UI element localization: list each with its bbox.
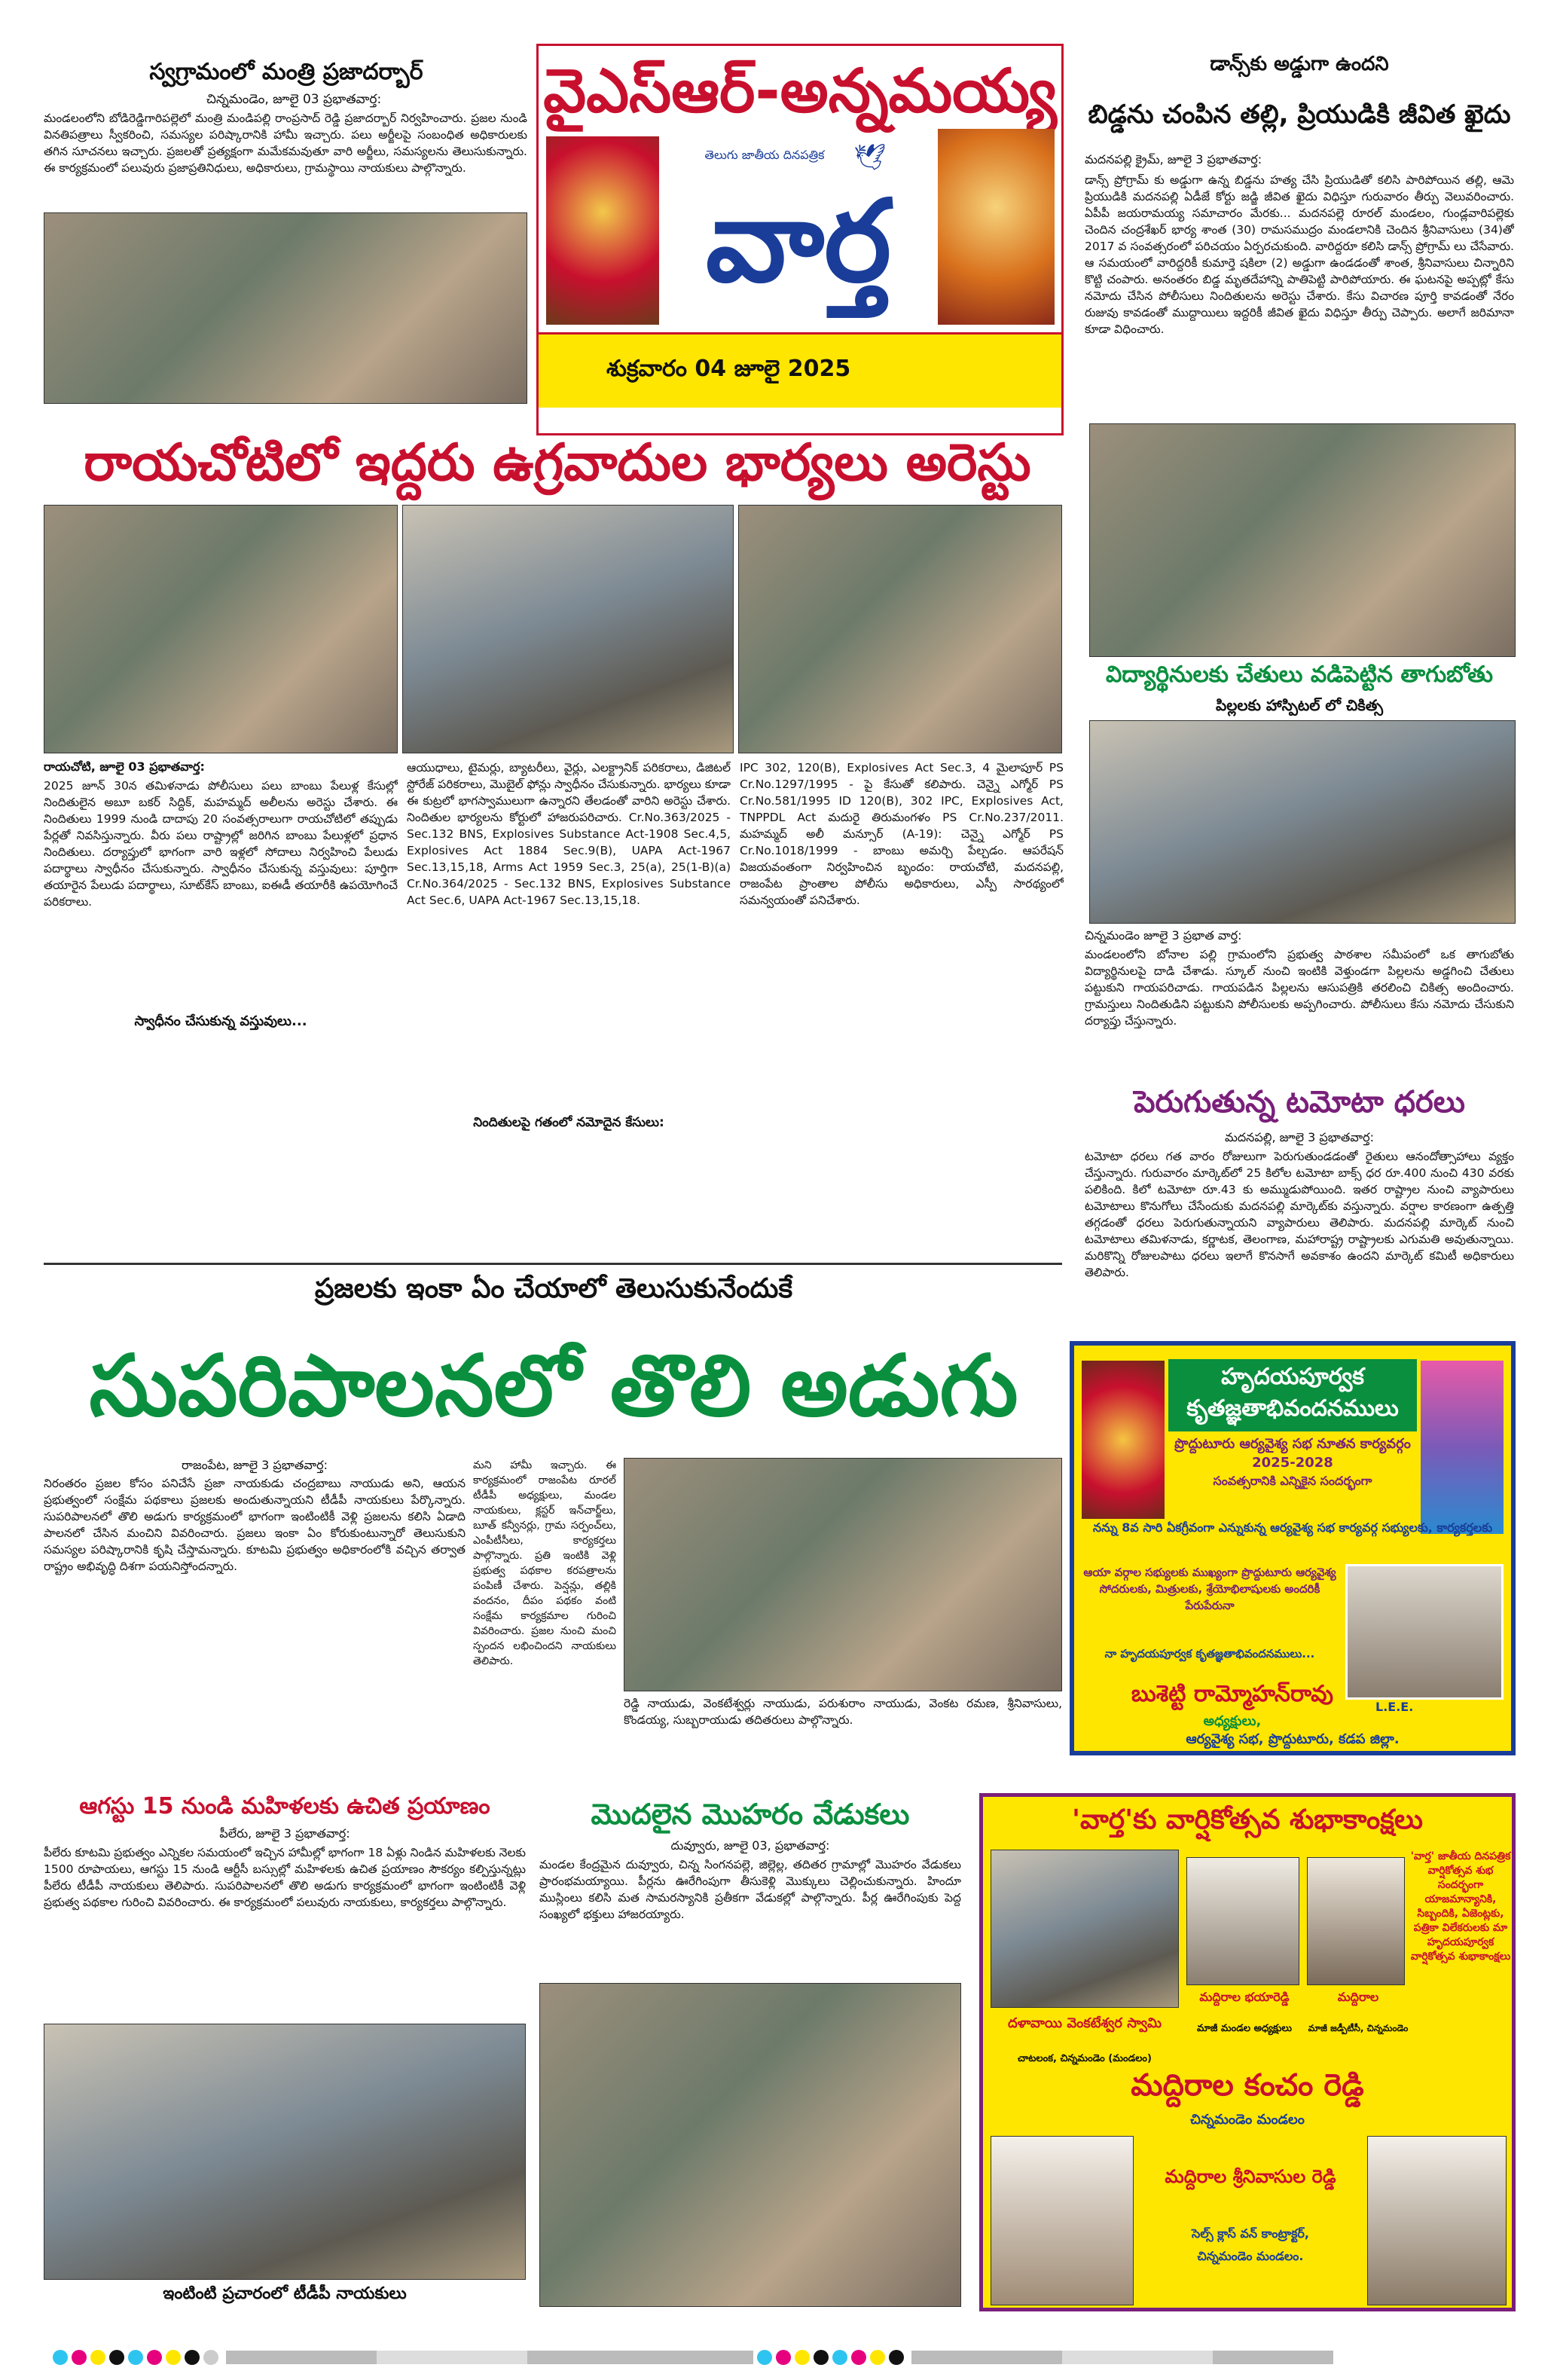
ad-anniversary xyxy=(979,1793,1516,2311)
ad2-p2-role: మాజీ మండల అధ్యక్షులు xyxy=(1196,2023,1293,2034)
ad2-shrine-image xyxy=(991,1850,1179,2008)
story3-dateline: రాయచోటి, జూలై 03 ప్రభాతవార్త: xyxy=(44,759,205,774)
ad1-name: బుశెట్టి రామ్మోహన్‌రావు xyxy=(1131,1681,1334,1707)
masthead-title-main: వార్త xyxy=(705,176,892,307)
ad2-p2-name: మద్దిరాల భయారెడ్డి xyxy=(1199,1990,1290,2004)
ad2-p1-place: చాటలంక, చిన్నమండెం (మండలం) xyxy=(1018,2053,1152,2064)
story2-body: డాన్స్ ప్రోగ్రామ్ కు అడ్డుగా ఉన్న బిడ్డను హత్య చేసి ప్రియుడితో కలిసి పారిపోయిన తల్లి, ఆమె ప్రియుడికి మదనపల్లి ఏడీజే కోర్టు జడ్జి జీవిత ఖైదు విధిస్తూ గురువారం తీర్పు వెలువరించారు. ఏపీపీ జయరామయ్య సమాచారం మేరకు... మదనపల్లె రూరల్ మండలం, గుండ్లవారిపల్లెకు చెందిన చంద్రశేఖర్ భార్య శాంత (30) రామసముద్రం మండలానికి చెందిన శ్రీనివాసులు (34)తో 2017 వ సంవత్సరంలో పరిచయం ఏర్పరచుకుంది. వారిద్దరూ కలిసి డాన్స్ ప్రోగ్రామ్ లు చేసేవారు. ఆ సమయంలో వారిద్దరికీ కుమార్తె షకిలా (2) అడ్డుగా ఉండడంతో శాంత, శ్రీనివాసులు చిన్నారిని కొట్టి చంపారు. అనంతరం బిడ్డ మృతదేహాన్ని పాతిపెట్టి పారిపోయారు. ఈ ఘటనపై అప్పట్లో కేసు నమోదు చేసిన పోలీసులు నిందితులను అరెస్టు చేశారు. కేసు విచారణ పూర్తి కావడంతో నేరం రుజువు కావడంతో ముద్దాయిలు ఇద్దరికీ జీవిత ఖైదు విధిస్తూ తీర్పు చెప్పారు. అలాగే జరిమానా కూడా విధించారు. xyxy=(1085,173,1514,336)
ad2-p4-role: సెల్స్ క్లాస్ వన్ కాంట్రాక్టర్, xyxy=(1191,2226,1309,2241)
story6-kicker: ప్రజలకు ఇంకా ఏం చేయాలో తెలుసుకునేందుకే xyxy=(314,1273,793,1304)
masthead-title-top: వైఎస్ఆర్-అన్నమయ్య xyxy=(543,56,1057,126)
story5-dateline: మదనపల్లి, జూలై 3 ప్రభాతవార్త: xyxy=(1224,1130,1375,1144)
ad2-portrait-3 xyxy=(991,2136,1134,2305)
section-divider xyxy=(44,1263,1062,1265)
ad1-org: ఆర్యవైశ్య సభ, ప్రొద్దుటూరు, కడప జిల్లా. xyxy=(1186,1731,1400,1747)
story3-photo-2 xyxy=(402,505,734,753)
story1-photo xyxy=(44,212,527,404)
ad1-deity-image xyxy=(1082,1361,1165,1519)
story4-body: మండలంలోని బోనాల పల్లి గ్రామంలోని ప్రభుత్వ పాఠశాల సమీపంలో ఒక తాగుబోతు విద్యార్థినులపై దాడి చేశాడు. స్కూల్ నుంచి ఇంటికి వెళ్తుండగా పిల్లలను అడ్డగించి చేతులు పట్టుకుని గాయపరిచాడు. గాయపడిన పిల్లలను ఆసుపత్రికి తరలించి చికిత్స అందించారు. గ్రామస్తులు నిందితుడిని పట్టుకుని పోలీసులకు అప్పగించారు. పోలీసులు కేసు నమోదు చేసుకుని దర్యాప్తు చేస్తున్నారు. xyxy=(1085,948,1514,1028)
story8-headline: మొదలైన మొహరం వేడుకలు xyxy=(591,1798,910,1831)
ad1-line5: నా హృదయపూర్వక కృతజ్ఞతాభివందనములు... xyxy=(1104,1647,1315,1661)
story4-photo xyxy=(1089,720,1516,924)
story7-caption: ఇంటింటి ప్రచారంలో టీడీపీ నాయకులు xyxy=(163,2284,407,2303)
ad2-big-place: చిన్నమండెం మండలం xyxy=(1190,2112,1305,2128)
ad2-title: 'వార్త'కు వార్షికోత్సవ శుభాకాంక్షలు xyxy=(1072,1804,1423,1835)
story2-photo xyxy=(1089,423,1516,657)
ad2-big-name: మద్దిరాల కంచం రెడ్డి xyxy=(1131,2068,1364,2103)
ad2-wish: 'వార్త' జాతీయ దినపత్రిక వార్షికోత్సవ శుభ సందర్భంగా యాజమాన్యానికి, సిబ్బందికి, ఏజెంట్లకు, పత్రికా విలేకరులకు మా హృదయపూర్వక వార్షికోత్సవ శుభాకాంక్షలు xyxy=(1410,1850,1511,1963)
story6-col3: రెడ్డి నాయుడు, వెంకటేశ్వర్లు నాయుడు, పరుశురాం నాయుడు, వెంకట రమణ, శ్రీనివాసులు, కొండయ్య, సుబ్బరాయుడు తదితరులు పాల్గొన్నారు. xyxy=(624,1697,1062,1727)
story7-body: పీలేరు కూటమి ప్రభుత్వం ఎన్నికల సమయంలో ఇచ్చిన హామీల్లో భాగంగా 18 ఏళ్లు నిండిన మహిళలకు నెలకు 1500 రూపాయలు, ఆగస్టు 15 నుండి ఆర్టీసీ బస్సుల్లో మహిళలకు ఉచిత ప్రయాణం సౌకర్యం కల్పిస్తున్నట్లు పీలేరు టీడీపీ నాయకులు తెలిపారు. సుపరిపాలనలో తొలి అడుగు కార్యక్రమంలో భాగంగా ఇంటింటికీ వెళ్లి ప్రభుత్వ పథకాల గురించి వివరించారు. ఈ కార్యక్రమంలో పలువురు నాయకులు, కార్యకర్తలు పాల్గొన్నారు. xyxy=(44,1846,526,1909)
masthead-tagline: తెలుగు జాతీయ దినపత్రిక xyxy=(704,148,825,162)
story8-dateline: దువ్వూరు, జూలై 03, ప్రభాతవార్త: xyxy=(670,1838,830,1853)
story3-headline: రాయచోటిలో ఇద్దరు ఉగ్రవాదుల భార్యలు అరెస్టు xyxy=(84,433,1031,493)
ad1-title: హృదయపూర్వక కృతజ్ఞతాభివందనములు xyxy=(1168,1359,1417,1431)
ad1-role: అధ్యక్షులు, xyxy=(1203,1713,1262,1729)
story1-dateline: చిన్నమండెం, జూలై 03 ప్రభాతవార్త: xyxy=(206,92,382,107)
ad2-portrait-2 xyxy=(1307,1857,1405,1985)
ad2-portrait-1 xyxy=(1186,1857,1299,1985)
dove-icon: 🕊 xyxy=(853,142,887,173)
story2-kicker: డాన్స్‌కు అడ్డుగా ఉందని xyxy=(1210,53,1389,75)
story7-photo xyxy=(44,2024,526,2280)
story3-photo-3 xyxy=(738,505,1062,753)
story1-body: మండలంలోని బోడిరెడ్డిగారిపల్లెలో మంత్రి మండిపల్లి రాంప్రసాద్ రెడ్డి ప్రజాదర్బార్ నిర్వహించారు. ప్రజల నుండి వినతిపత్రాలు స్వీకరించి, సమస్యల పరిష్కారానికి హామీ ఇచ్చారు. పలు అర్జీలపై సంబంధిత అధికారులకు తగిన సూచనలు ఇచ్చారు. ప్రజలతో ప్రత్యక్షంగా మమేకమవుతూ వారి అర్జీలు, సమస్యలను తెలుసుకున్నారు. ఈ కార్యక్రమంలో పలువురు ప్రజాప్రతినిధులు, అధికారులు, గ్రామస్థాయి నాయకులు పాల్గొన్నారు. xyxy=(44,112,527,175)
ad2-portrait-4 xyxy=(1367,2136,1507,2305)
story3-subhead-1: స్వాధీనం చేసుకున్న వస్తువులు... xyxy=(134,1013,307,1029)
ad2-p4-name: మద్దిరాల శ్రీనివాసుల రెడ్డి xyxy=(1165,2166,1336,2187)
ad2-p4-place: చిన్నమండెం మండలం. xyxy=(1197,2249,1304,2263)
story6-headline: సుపరిపాలనలో తొలి అడుగు xyxy=(89,1337,1018,1435)
story2-dateline: మదనపల్లి క్రైమ్, జూలై 3 ప్రభాతవార్త: xyxy=(1085,152,1262,167)
ad2-p1-name: దళావాయి వెంకటేశ్వర స్వామి xyxy=(1007,2015,1162,2031)
story3-col3: IPC 302, 120(B), Explosives Act Sec.3, 4 మైలాపూర్ PS Cr.No.1297/1995 - పై కేసుతో కలిపారు. చెన్నై ఎగ్మోర్ PS Cr.No.581/1995 ID 120(B), 302 IPC, Explosives Act, TNPPDL Act మదురై తిరుమంగళం PS Cr.No.237/2011. మహమ్మద్ అలీ మన్సూర్ (A-19): చెన్నై ఎగ్మోర్ PS Cr.No.1018/1999 - బాంబు అమర్చి పేల్చడం. ఆపరేషన్ విజయవంతంగా నిర్వహించిన బృందం: రాయచోటి, మదనపల్లి, రాజంపేట ప్రాంతాల పోలీసు అధికారులు, ఎస్పీ సారథ్యంలో సమన్వయంతో పనిచేశారు. xyxy=(740,761,1064,907)
story6-col1: నిరంతరం ప్రజల కోసం పనిచేసే ప్రజా నాయకుడు చంద్రబాబు నాయుడు అని, ఆయన ప్రభుత్వంలో సంక్షేమ పథకాలు ప్రజలకు అందుతున్నాయని టీడీపీ నాయకులు పేర్కొన్నారు. సుపరిపాలనలో తొలి అడుగు కార్యక్రమంలో భాగంగా ఇంటింటికీ వెళ్లి ప్రజలను కలిసి ఏడాది పాలనలో చేసిన మంచిని వివరించారు. ప్రజలు ఇంకా ఏం కోరుకుంటున్నారో తెలుసుకుని సమస్యల పరిష్కారానికి కృషి చేస్తామన్నారు. కూటమి ప్రభుత్వం అధికారంలోకి వచ్చిన తర్వాత రాష్ట్రం అభివృద్ధి దిశగా పయనిస్తోందన్నారు. xyxy=(44,1477,466,1573)
story3-photo-1 xyxy=(44,505,398,753)
masthead-date-band xyxy=(539,332,1061,408)
story7-headline: ఆగస్టు 15 నుండి మహిళలకు ఉచిత ప్రయాణం xyxy=(79,1793,490,1819)
story3-col2: ఆయుధాలు, టైమర్లు, బ్యాటరీలు, వైర్లు, ఎలక్ట్రానిక్ పరికరాలు, డిజిటల్ స్టోరేజ్ పరికరాలు, మొబైల్ ఫోన్లు స్వాధీనం చేసుకున్నారు. భార్యలు కూడా ఈ కుట్రలో భాగస్వాములుగా ఉన్నారని తేలడంతో వారిని అరెస్టు చేశారు. నిందితుల భార్యలను కోర్టులో హాజరుపరిచారు. Cr.No.363/2025 - Sec.132 BNS, Explosives Substance Act-1908 Sec.4,5, Explosives Act 1884 Sec.9(B), UAPA Act-1967 Sec.13,15,18, Arms Act 1959 Sec.3, 25(a), 25(1-B)(a) Cr.No.364/2025 - Sec.132 BNS, Explosives Substance Act Sec.6, UAPA Act-1967 Sec.13,15,18. xyxy=(407,761,731,907)
story7-dateline: పీలేరు, జూలై 3 ప్రభాతవార్త: xyxy=(219,1826,350,1841)
story1-headline: స్వగ్రామంలో మంత్రి ప్రజాదర్బార్ xyxy=(149,59,423,85)
story6-col2: మని హామీ ఇచ్చారు. ఈ కార్యక్రమంలో రాజంపేట రూరల్ టీడీపీ అధ్యక్షులు, మండల నాయకులు, క్లస్టర్ ఇన్‌చార్జ్‌లు, బూత్ కన్వీనర్లు, గ్రామ సర్పంచ్‌లు, ఎంపీటీసీలు, కార్యకర్తలు పాల్గొన్నారు. ప్రతి ఇంటికి వెళ్లి ప్రభుత్వ పథకాల కరపత్రాలను పంపిణీ చేశారు. పెన్షన్లు, తల్లికి వందనం, దీపం పథకం వంటి సంక్షేమ కార్యక్రమాల గురించి వివరించారు. ప్రజల నుంచి మంచి స్పందన లభించిందని నాయకులు తెలిపారు. xyxy=(473,1459,616,1667)
ad-thanks xyxy=(1070,1341,1516,1755)
ad2-p3-role: మాజీ జడ్పీటీసీ, చిన్నమండెం xyxy=(1308,2023,1409,2033)
story4-dateline: చిన్నమండెం జూలై 3 ప్రభాత వార్త: xyxy=(1085,928,1242,943)
story5-body: టమోటా ధరలు గత వారం రోజులుగా పెరుగుతుండడంతో రైతులు ఆనందోత్సాహాలు వ్యక్తం చేస్తున్నారు. గురువారం మార్కెట్‌లో 25 కిలోల టమోటా బాక్స్ ధర రూ.400 నుంచి 430 వరకు పలికింది. కిలో టమోటా రూ.43 కు అమ్ముడుపోయింది. ఇతర రాష్ట్రాల నుంచి వ్యాపారులు టమోటాలు కొనుగోలు చేసేందుకు మదనపల్లి మార్కెట్‌కు వస్తున్నారు. వర్షాల కారణంగా ఉత్పత్తి తగ్గడంతో ధరలు పెరుగుతున్నాయని వ్యాపారులు తెలిపారు. మదనపల్లి మార్కెట్ నుంచి టమోటాలు తమిళనాడు, కర్ణాటక, తెలంగాణ, మహారాష్ట్ర రాష్ట్రాలకు ఎగుమతి అవుతున్నాయి. మరికొన్ని రోజులపాటు ధరలు ఇలాగే కొనసాగే అవకాశం ఉందని మార్కెట్ కమిటీ అధికారులు తెలిపారు. xyxy=(1085,1150,1514,1279)
deity-left-image xyxy=(546,136,659,325)
story3-subhead-2: నిందితులపై గతంలో నమోదైన కేసులు: xyxy=(473,1115,664,1130)
story3-col1: 2025 జూన్ 30న తమిళనాడు పోలీసులు పలు బాంబు పేలుళ్ల కేసుల్లో నిందితులైన అబూ బకర్ సిద్దిక్, మహమ్మద్ అలీలను అరెస్టు చేశారు. ఈ నిందితులు 1999 నుండి దాదాపు 20 సంవత్సరాలుగా రాయచోటిలో తప్పుడు పేర్లతో నివసిస్తున్నారు. వీరు పలు రాష్ట్రాల్లో జరిగిన బాంబు పేలుళ్లలో ప్రధాన నిందితులు. దర్యాప్తులో భాగంగా వారి ఇళ్లలో సోదాలు నిర్వహించి పేలుడు పదార్థాలు స్వాధీనం చేసుకున్నారు. స్వాధీనం చేసుకున్న వస్తువులు: పూర్తిగా తయారైన పేలుడు పదార్థాలు, సూట్‌కేస్ బాంబు, ఐఈడీ తయారీకి ఉపయోగించే పరికరాలు. xyxy=(44,779,398,909)
ad1-line3: నన్ను 8వ సారి ఏకగ్రీవంగా ఎన్నుకున్న ఆర్యవైశ్య సభ కార్యవర్గ సభ్యులకు, కార్యకర్తలకు xyxy=(1092,1520,1493,1535)
ad1-portrait xyxy=(1345,1564,1504,1700)
ad1-line2: సంవత్సరానికి ఎన్నికైన సందర్భంగా xyxy=(1213,1474,1372,1488)
ad1-degree: L.E.E. xyxy=(1375,1700,1414,1714)
story8-body: మండల కేంద్రమైన దువ్వూరు, చిన్న సింగనపల్లె, జిల్లెల్ల, తదితర గ్రామాల్లో మొహరం వేడుకలు ప్రారంభమయ్యాయి. పీర్లను ఊరేగింపుగా తీసుకెళ్లి మొక్కులు చెల్లించుకున్నారు. హిందూ ముస్లింలు కలిసి మత సామరస్యానికి ప్రతీకగా వేడుకల్లో పాల్గొన్నారు. పీర్ల ఊరేగింపుకు పెద్ద సంఖ్యలో భక్తులు హాజరయ్యారు. xyxy=(539,1858,961,1921)
deity-right-image xyxy=(938,129,1055,325)
ad2-p3-name: మద్దిరాల xyxy=(1337,1990,1379,2004)
story2-headline: బిడ్డను చంపిన తల్లి, ప్రియుడికి జీవిత ఖైదు xyxy=(1088,99,1511,130)
story4-subhead: పిల్లలకు హాస్పిటల్ లో చికిత్స xyxy=(1216,696,1383,714)
story6-photo xyxy=(624,1458,1062,1691)
story6-dateline: రాజంపేట, జూలై 3 ప్రభాతవార్త: xyxy=(181,1458,328,1472)
ad1-line1: ప్రొద్దుటూరు ఆర్యవైశ్య సభ నూతన కార్యవర్గం 2025-2028 xyxy=(1174,1436,1411,1471)
masthead xyxy=(536,44,1064,435)
story5-headline: పెరుగుతున్న టమోటా ధరలు xyxy=(1134,1085,1465,1120)
story4-headline: విద్యార్థినులకు చేతులు వడిపెట్టిన తాగుబోతు xyxy=(1106,661,1493,688)
ad1-line4: ఆయా వర్గాల సభ్యులకు ముఖ్యంగా ప్రొద్దుటూరు ఆర్యవైశ్య సోదరులకు, మిత్రులకు, శ్రేయోభిలాషులకు అందరికీ పేరుపేరునా xyxy=(1083,1566,1336,1612)
print-color-bar xyxy=(53,2349,1522,2370)
ad1-temple-image xyxy=(1421,1361,1504,1534)
masthead-date: శుక్రవారం 04 జూలై 2025 xyxy=(606,356,851,382)
story8-photo xyxy=(539,1983,961,2307)
